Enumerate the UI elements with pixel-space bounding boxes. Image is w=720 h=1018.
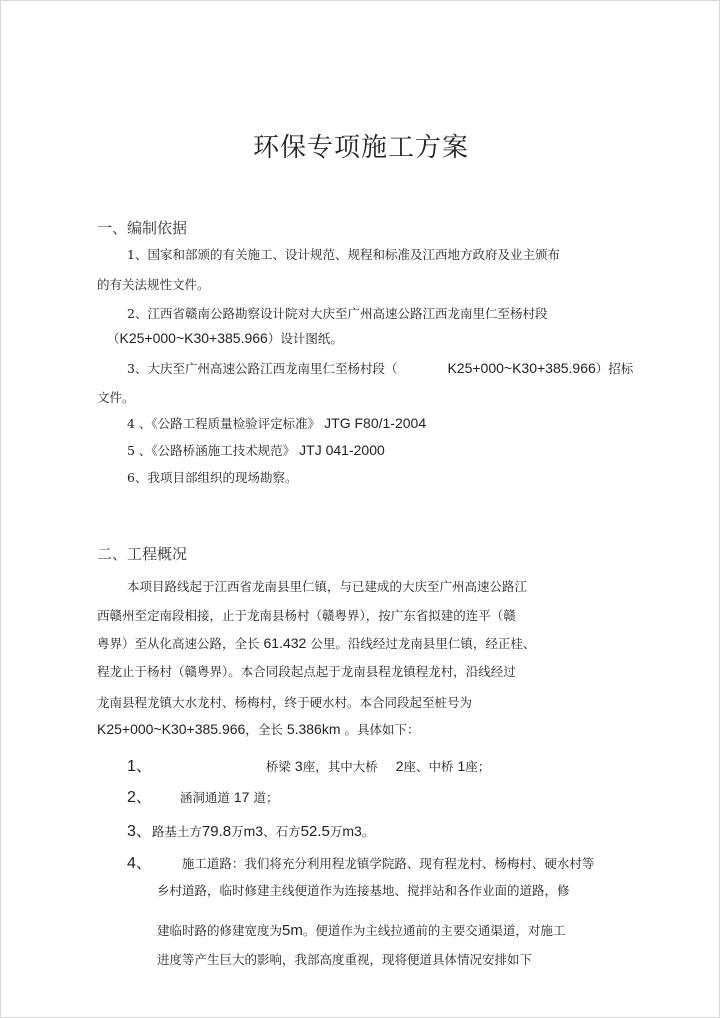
culvert-count: 17 bbox=[233, 789, 250, 805]
stonework-volume: 52.5 bbox=[300, 823, 330, 840]
list-number: 1、 bbox=[127, 758, 152, 775]
overview-paragraph-line-5: 龙南县程龙镇大水龙村、杨梅村，终于硬水村。本合同段起至桩号为 bbox=[97, 695, 473, 710]
list-number: 3、 bbox=[127, 823, 152, 840]
earthwork-volume: 79.8 bbox=[201, 823, 232, 840]
unit-wan: 万 bbox=[329, 824, 343, 839]
standard-name: 4 、《公路工程质量检验评定标准》 bbox=[127, 416, 321, 431]
scope-text: 施工道路：我们将充分利用程龙镇学院路、现有程龙村、杨梅村、硬水村等 bbox=[181, 856, 595, 871]
chainage-code: K25+000~K30+385.966 bbox=[447, 360, 596, 376]
chainage-code: K25+000~K30+385.966 bbox=[119, 330, 268, 346]
unit-m3: m3 bbox=[342, 823, 362, 839]
overview-paragraph-line-2: 西赣州至定南段相接，止于龙南县杨村（赣粤界），按广东省拟建的连平（赣 bbox=[97, 608, 516, 623]
basis-item-2-line-2 bbox=[107, 329, 343, 347]
scope-text: 、石方 bbox=[263, 824, 301, 839]
overview-text: 公里。沿线经过龙南县里仁镇，经正桂、 bbox=[310, 636, 536, 651]
bridge-count: 3 bbox=[294, 758, 303, 774]
scope-item-4-line-4: 进度等产生巨大的影响，我部高度重视，现将便道具体情况安排如下 bbox=[157, 952, 533, 967]
scope-text: 座，其中大桥 bbox=[302, 759, 378, 774]
basis-item-4 bbox=[127, 414, 426, 432]
list-number: 4、 bbox=[127, 855, 152, 872]
basis-item-1-line-1: 1、国家和部颁的有关施工、设计规范、规程和标准及江西地方政府及业主颁布 bbox=[127, 247, 560, 262]
basis-item-5 bbox=[127, 441, 385, 459]
scope-text: 。 bbox=[361, 824, 375, 839]
unit-wan: 万 bbox=[231, 824, 244, 839]
scope-text: 座、中桥 bbox=[403, 759, 454, 774]
chainage-code: K25+000~K30+385.966 bbox=[97, 721, 246, 737]
scope-item-1 bbox=[127, 753, 490, 776]
overview-text: ，全长 bbox=[245, 722, 283, 737]
scope-text: 涵洞通道 bbox=[179, 790, 230, 805]
basis-item-1-line-2: 的有关法规性文件。 bbox=[97, 277, 210, 292]
basis-item-6: 6、我项目部组织的现场勘察。 bbox=[127, 470, 298, 485]
basis-item-2-tail: ）设计图纸。 bbox=[267, 331, 343, 346]
overview-paragraph-line-6 bbox=[97, 720, 420, 738]
basis-item-2-line-1: 2、江西省赣南公路勘察设计院对大庆至广州高速公路江西龙南里仁至杨村段 bbox=[127, 306, 548, 321]
scope-text: 座； bbox=[465, 759, 491, 774]
overview-paragraph-line-1: 本项目路线起于江西省龙南县里仁镇，与已建成的大庆至广州高速公路江 bbox=[127, 579, 528, 594]
basis-item-3-tail: ）招标 bbox=[595, 361, 634, 376]
scope-text: 。便道作为主线拉通前的主要交通渠道，对施工 bbox=[302, 923, 566, 938]
scope-item-4-line-3 bbox=[157, 921, 565, 939]
overview-paragraph-line-3 bbox=[97, 634, 535, 652]
basis-item-3-line-1 bbox=[127, 359, 633, 377]
standard-code: JTG F80/1-2004 bbox=[324, 415, 427, 431]
scope-text: 桥梁 bbox=[265, 759, 291, 774]
section-length-value: 5.386km bbox=[286, 721, 341, 737]
scope-item-3 bbox=[127, 818, 374, 841]
scope-text: 路基土方 bbox=[151, 824, 202, 839]
large-bridge-count: 2 bbox=[395, 758, 404, 774]
standard-code: JTJ 041-2000 bbox=[299, 442, 385, 458]
unit-m3: m3 bbox=[243, 823, 264, 839]
overview-text: 。具体如下： bbox=[344, 722, 420, 737]
overview-paragraph-line-4: 程龙止于杨村（赣粤界）。本合同段起点起于龙南县程龙镇程龙村，沿线经过 bbox=[97, 664, 516, 679]
standard-name: 5 、《公路桥涵施工技术规范》 bbox=[127, 443, 296, 458]
overview-text: 粤界）至从化高速公路，全长 bbox=[97, 636, 260, 651]
scope-item-4-line-2: 乡村道路，临时修建主线便道作为连接基地、搅拌站和各作业面的道路，修 bbox=[157, 883, 570, 898]
list-number: 2、 bbox=[127, 789, 152, 806]
total-length-value: 61.432 bbox=[263, 635, 307, 651]
basis-item-3-line-2: 文件。 bbox=[97, 390, 135, 405]
scope-item-4-line-1 bbox=[127, 850, 594, 873]
paren-open: （ bbox=[107, 331, 120, 346]
scope-text: 道； bbox=[253, 790, 279, 805]
page-title: 环保专项施工方案 bbox=[252, 133, 469, 163]
scope-item-2 bbox=[127, 784, 278, 807]
section-heading-basis: 一、编制依据 bbox=[97, 219, 188, 237]
section-heading-overview: 二、工程概况 bbox=[97, 545, 188, 563]
basis-item-3-text: 3、大庆至广州高速公路江西龙南里仁至杨村段（ bbox=[127, 361, 398, 376]
scope-text: 建临时路的修建宽度为 bbox=[157, 923, 283, 938]
road-width-value: 5m bbox=[282, 922, 303, 939]
medium-bridge-count: 1 bbox=[457, 758, 466, 774]
